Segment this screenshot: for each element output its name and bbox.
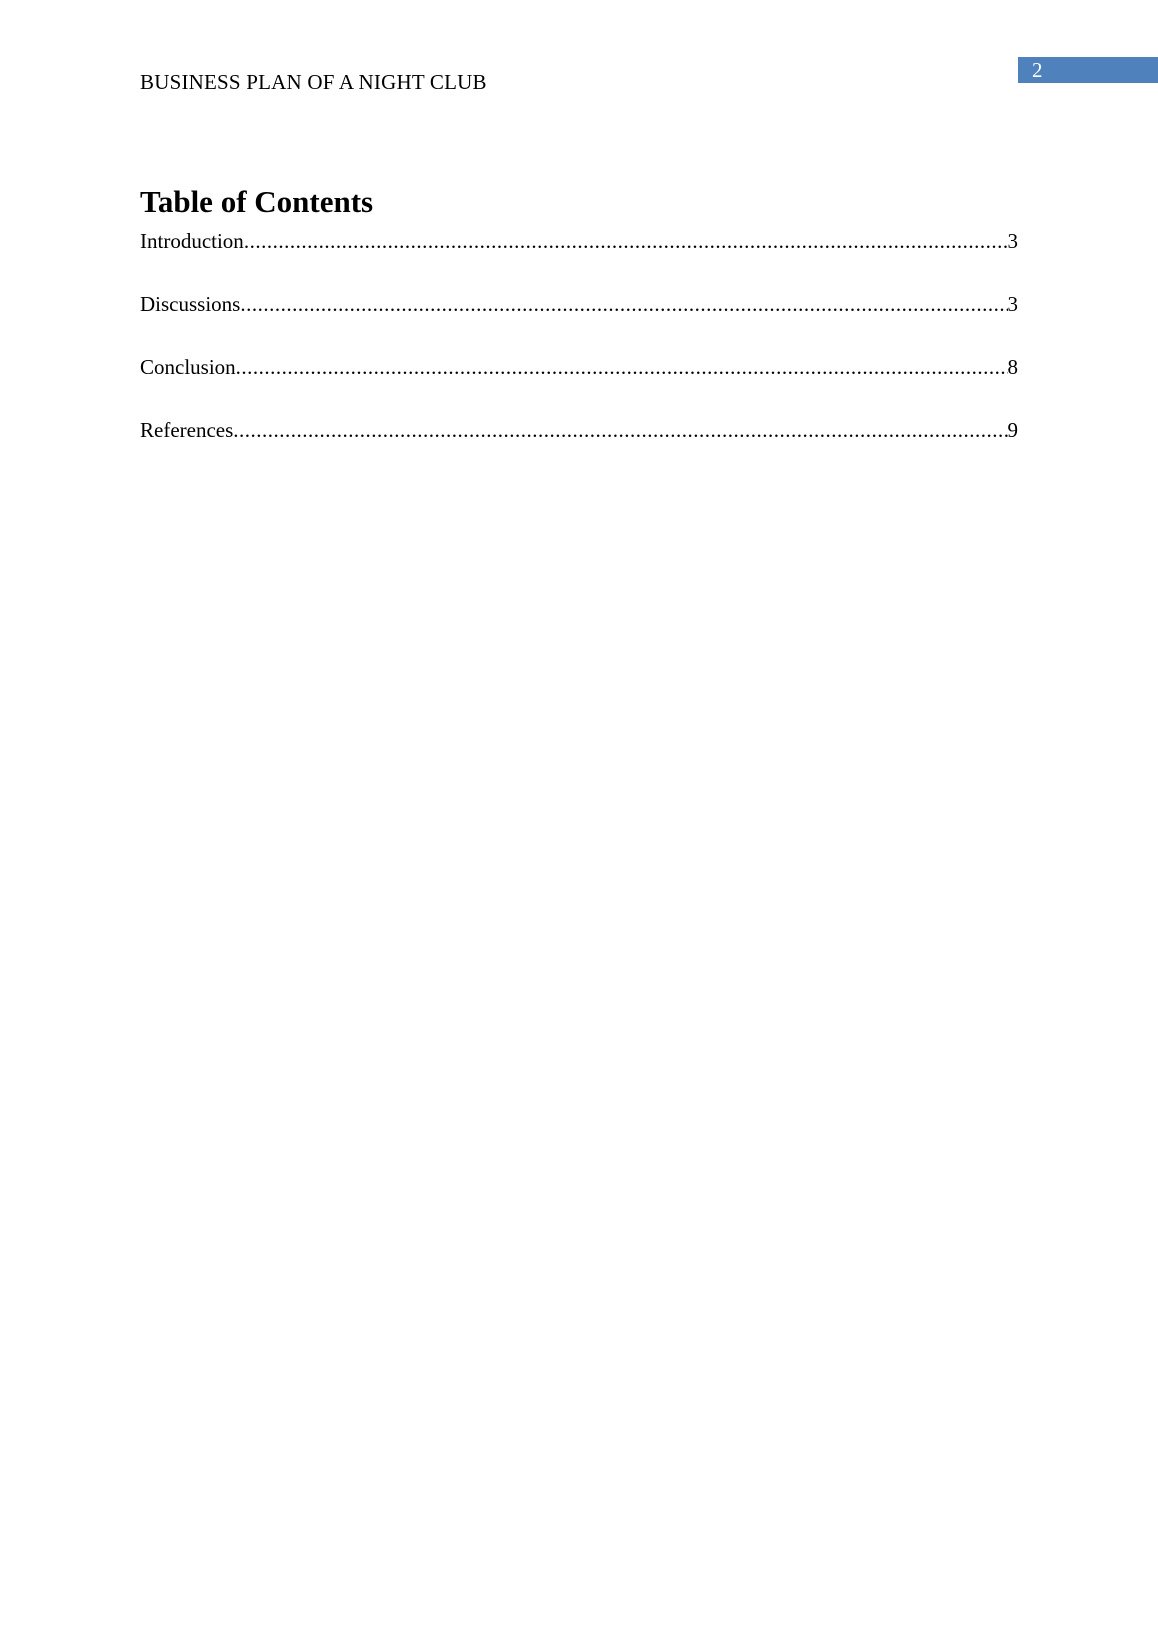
toc-entry-page: 8 bbox=[1007, 355, 1018, 379]
toc-entry-label: Conclusion bbox=[140, 355, 236, 379]
page-number: 2 bbox=[1032, 58, 1043, 82]
toc-entry-introduction[interactable] bbox=[140, 226, 1018, 289]
toc-entry-conclusion[interactable] bbox=[140, 352, 1018, 415]
toc-heading: Table of Contents bbox=[140, 184, 374, 219]
toc-entry-discussions[interactable] bbox=[140, 289, 1018, 352]
toc-entry-references[interactable] bbox=[140, 415, 1018, 478]
toc-dot-leader bbox=[244, 226, 1008, 256]
toc-entry-label: Discussions bbox=[140, 292, 241, 316]
toc-entry-page: 9 bbox=[1007, 418, 1018, 442]
toc-entry-page: 3 bbox=[1007, 292, 1018, 316]
toc-dot-leader bbox=[240, 289, 1007, 319]
page-number-badge bbox=[1018, 57, 1158, 83]
toc-list bbox=[140, 226, 1018, 478]
toc-dot-leader bbox=[233, 415, 1007, 445]
running-header-title: BUSINESS PLAN OF A NIGHT CLUB bbox=[140, 70, 487, 94]
toc-entry-page: 3 bbox=[1007, 229, 1018, 253]
toc-entry-label: References bbox=[140, 418, 234, 442]
toc-dot-leader bbox=[236, 352, 1008, 382]
toc-entry-label: Introduction bbox=[140, 229, 244, 253]
